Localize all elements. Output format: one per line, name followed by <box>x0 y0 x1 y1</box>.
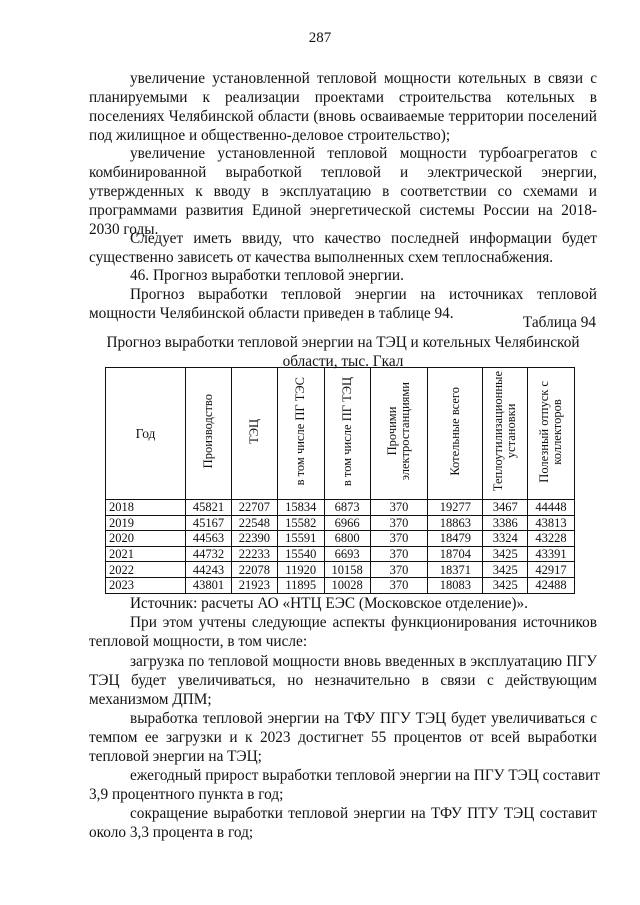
value-cell: 44732 <box>186 546 232 562</box>
paragraph-line: Следует иметь ввиду, что качество последней информации будет <box>130 230 597 247</box>
table-header-cell <box>370 368 428 500</box>
value-cell: 11895 <box>277 577 324 593</box>
value-cell: 43801 <box>186 577 232 593</box>
value-cell: 6873 <box>324 500 370 516</box>
value-cell: 11920 <box>277 562 324 578</box>
value-cell: 3386 <box>483 515 528 531</box>
table-header-text: Котельные всего <box>447 387 462 476</box>
paragraph <box>89 613 597 651</box>
forecast-table <box>105 367 575 594</box>
value-cell: 44448 <box>528 500 575 516</box>
paragraph-line: 3,9 процентного пункта в год; <box>89 786 284 803</box>
value-cell: 43813 <box>528 515 575 531</box>
paragraph <box>89 594 597 613</box>
table-header-cell <box>528 368 575 500</box>
value-cell: 370 <box>370 515 428 531</box>
value-cell: 18479 <box>428 531 483 547</box>
value-cell: 21923 <box>231 577 277 593</box>
paragraph-line: Источник: расчеты АО «НТЦ ЕЭС (Московское отделение)». <box>130 595 528 612</box>
table-title-line: области, тыс. Гкал <box>282 353 404 370</box>
table-header-cell <box>483 368 528 500</box>
value-cell: 15582 <box>277 515 324 531</box>
paragraph-line: комбинированной выработкой тепловой и электрической энергии, <box>89 164 597 181</box>
table-header-text: в том числе ПГ ТЭС <box>293 377 308 486</box>
paragraph-line: мощности Челябинской области приведен в таблице 94. <box>89 305 454 322</box>
table-header-cell: Год <box>106 368 186 500</box>
value-cell: 15540 <box>277 546 324 562</box>
table-header-cell <box>324 368 370 500</box>
year-cell: 2023 <box>106 577 186 593</box>
value-cell: 6966 <box>324 515 370 531</box>
paragraph-line: планируемыми к реализации проектами строительства котельных в <box>89 89 597 106</box>
paragraph-line: поселениях Челябинской области (вновь осваиваемые территории поселений <box>89 108 597 125</box>
value-cell: 370 <box>370 531 428 547</box>
paragraph-line: При этом учтены следующие аспекты функционирования источников <box>130 614 597 631</box>
paragraph-line: увеличение установленной тепловой мощности котельных в связи с <box>130 70 597 87</box>
value-cell: 3425 <box>483 546 528 562</box>
value-cell: 15834 <box>277 500 324 516</box>
value-cell: 22548 <box>231 515 277 531</box>
paragraph-line: ТЭЦ будет увеличиваться, но незначительно в связи с действующим <box>89 672 597 689</box>
value-cell: 19277 <box>428 500 483 516</box>
paragraph-line: тепловой энергии на ТЭЦ; <box>89 748 262 765</box>
paragraph-line: выработка тепловой энергии на ТФУ ПГУ ТЭЦ будет увеличиваться с <box>130 710 597 727</box>
value-cell: 43228 <box>528 531 575 547</box>
value-cell: 370 <box>370 546 428 562</box>
paragraph-line: тепловой мощности, в том числе: <box>89 633 308 650</box>
paragraph <box>89 652 597 709</box>
paragraph <box>89 69 597 145</box>
table-row <box>106 531 575 547</box>
value-cell: 3467 <box>483 500 528 516</box>
paragraph <box>89 766 600 804</box>
value-cell: 15591 <box>277 531 324 547</box>
table-header-text: в том числе ПГ ТЭЦ <box>339 376 354 487</box>
paragraph-line: темпом ее загрузки и к 2023 достигнет 55 процентов от всей выработки <box>89 729 597 746</box>
table-row <box>106 500 575 516</box>
paragraph-line: механизмом ДПМ; <box>89 691 212 708</box>
paragraph <box>89 709 597 766</box>
year-cell: 2018 <box>106 500 186 516</box>
paragraph <box>89 266 597 285</box>
value-cell: 18863 <box>428 515 483 531</box>
value-cell: 22233 <box>231 546 277 562</box>
value-cell: 10028 <box>324 577 370 593</box>
value-cell: 22078 <box>231 562 277 578</box>
paragraph-line: 46. Прогноз выработки тепловой энергии. <box>130 267 404 284</box>
table-row <box>106 515 575 531</box>
table-header-row <box>106 368 575 500</box>
value-cell: 3425 <box>483 562 528 578</box>
table-label: Таблица 94 <box>522 314 596 331</box>
value-cell: 42917 <box>528 562 575 578</box>
value-cell: 22707 <box>231 500 277 516</box>
value-cell: 18371 <box>428 562 483 578</box>
paragraph-line: 2030 годы. <box>89 221 159 238</box>
table-row <box>106 562 575 578</box>
paragraph-line: загрузка по тепловой мощности вновь введенных в эксплуатацию ПГУ <box>130 653 597 670</box>
table-header-text: Полезный отпуск с коллекторов <box>537 380 565 483</box>
value-cell: 42488 <box>528 577 575 593</box>
table-header-cell <box>428 368 483 500</box>
page-number: 287 <box>308 30 332 46</box>
value-cell: 6693 <box>324 546 370 562</box>
paragraph-line: программами развития Единой энергетической системы России на 2018- <box>89 202 597 219</box>
year-cell: 2020 <box>106 531 186 547</box>
year-cell: 2022 <box>106 562 186 578</box>
paragraph <box>89 144 597 239</box>
table-row <box>106 577 575 593</box>
value-cell: 370 <box>370 577 428 593</box>
value-cell: 6800 <box>324 531 370 547</box>
value-cell: 43391 <box>528 546 575 562</box>
table-title <box>89 333 597 371</box>
paragraph-line: утвержденных к вводу в эксплуатацию в соответствии со схемами и <box>89 183 597 200</box>
paragraph-line: Прогноз выработки тепловой энергии на источниках тепловой <box>130 286 597 303</box>
value-cell: 22390 <box>231 531 277 547</box>
table-title-line: Прогноз выработки тепловой энергии на ТЭЦ и котельных Челябинской <box>106 334 580 351</box>
table-header-text: ТЭЦ <box>246 419 261 444</box>
value-cell: 18704 <box>428 546 483 562</box>
value-cell: 44243 <box>186 562 232 578</box>
value-cell: 3324 <box>483 531 528 547</box>
paragraph-line: под жилищное и общественно-деловое строительство); <box>89 127 451 144</box>
table-header-cell <box>231 368 277 500</box>
value-cell: 45167 <box>186 515 232 531</box>
table-header-cell <box>186 368 232 500</box>
table-header-text: Теплоутилизационные установки <box>491 371 519 492</box>
paragraph-line: ежегодный прирост выработки тепловой энергии на ПГУ ТЭЦ составит <box>130 767 600 784</box>
value-cell: 10158 <box>324 562 370 578</box>
paragraph-line: существенно зависеть от качества выполненных схем теплоснабжения. <box>89 249 554 266</box>
value-cell: 18083 <box>428 577 483 593</box>
value-cell: 3425 <box>483 577 528 593</box>
paragraph-line: увеличение установленной тепловой мощности турбоагрегатов с <box>130 145 597 162</box>
table-header-text: Прочими электростанциями <box>384 382 412 481</box>
table-header-cell <box>277 368 324 500</box>
value-cell: 45821 <box>186 500 232 516</box>
value-cell: 44563 <box>186 531 232 547</box>
table-header-text: Производство <box>200 394 215 469</box>
year-cell: 2019 <box>106 515 186 531</box>
paragraph <box>89 285 597 323</box>
value-cell: 370 <box>370 500 428 516</box>
year-cell: 2021 <box>106 546 186 562</box>
paragraph-line: сокращение выработки тепловой энергии на ТФУ ПТУ ТЭЦ составит <box>130 805 597 822</box>
paragraph <box>89 229 597 267</box>
value-cell: 370 <box>370 562 428 578</box>
paragraph-line: около 3,3 процента в год; <box>89 824 254 841</box>
paragraph <box>89 804 597 842</box>
table-row <box>106 546 575 562</box>
